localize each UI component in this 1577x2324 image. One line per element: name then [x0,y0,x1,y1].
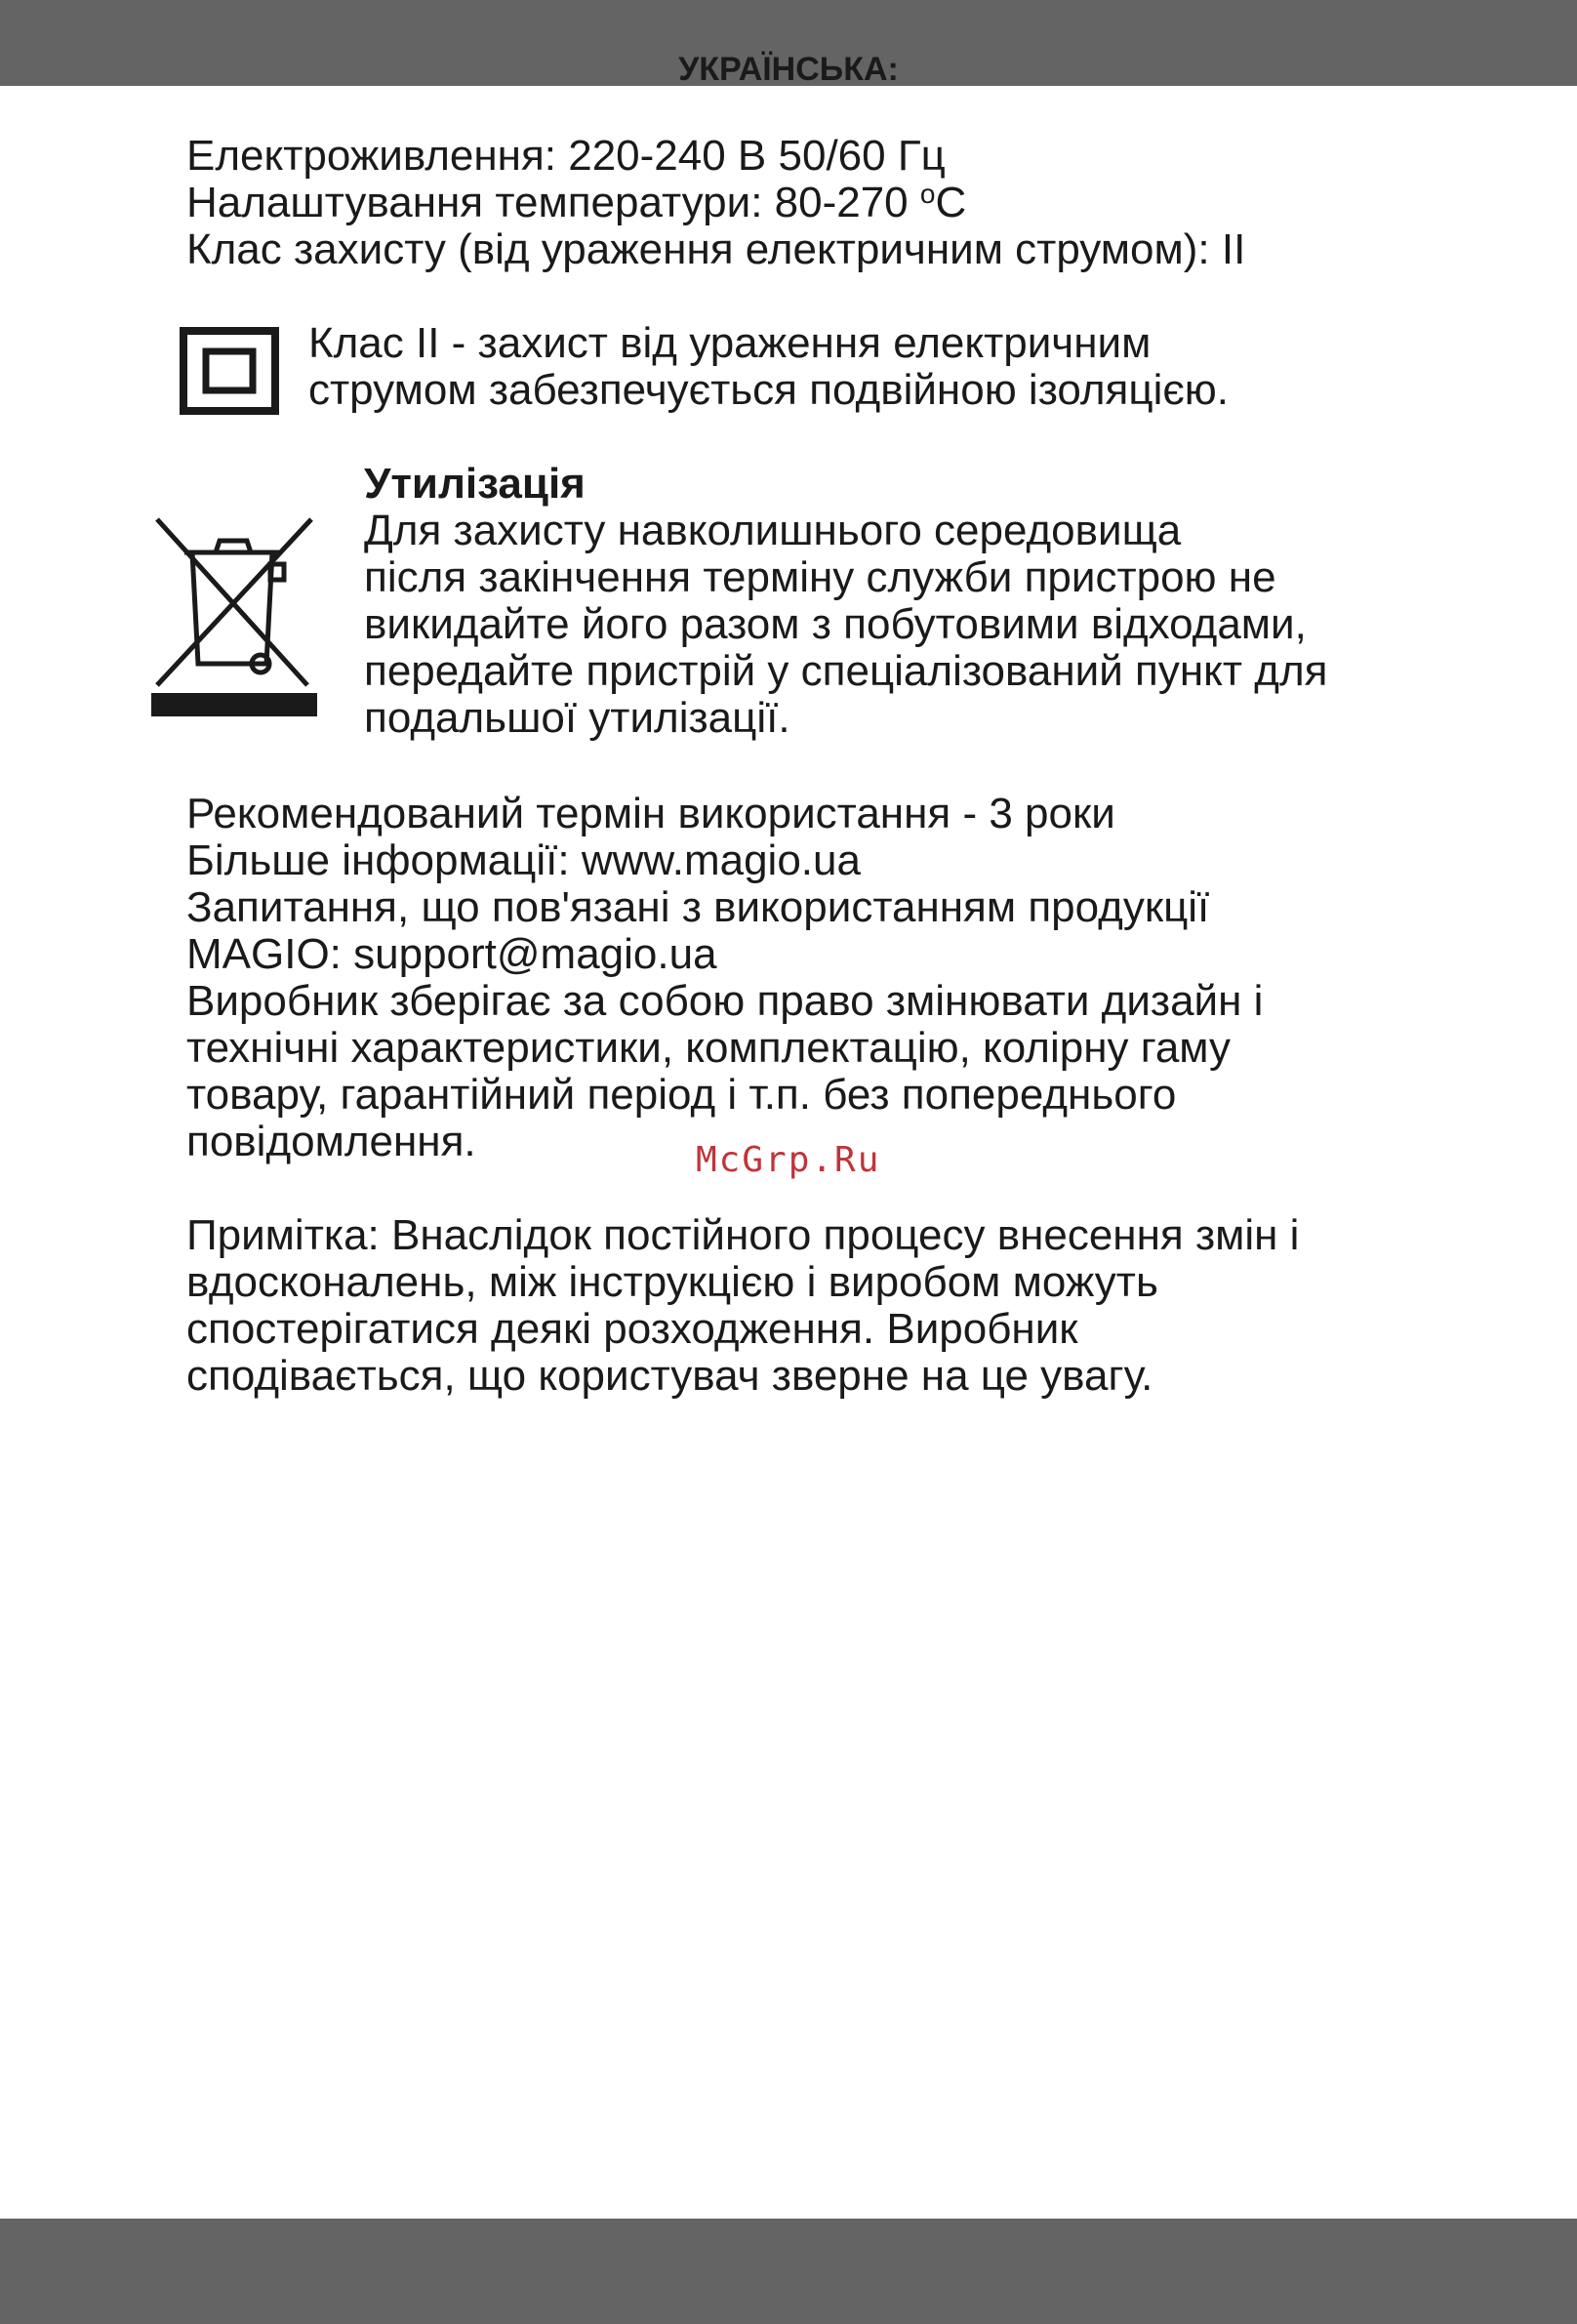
temperature-text: Налаштування температури: 80-270 [186,179,920,226]
temperature-line [186,180,1245,226]
class-ii-description [308,320,1229,414]
power-supply-line: Електроживлення: 220-240 В 50/60 Гц [186,132,946,180]
support-line: Запитання, що пов'язані з використанням продукції [186,883,1210,931]
disclaimer-line: товару, гарантійний період і т.п. без попереднього [186,1071,1177,1119]
language-heading: УКРАЇНСЬКА: [678,51,899,88]
support-email-line: MAGIO: support@magio.ua [186,930,717,978]
disclaimer-line: повідомлення. [186,1118,476,1165]
disposal-line: передайте пристрій у спеціалізований пункт для [364,647,1328,695]
note-line: вдосконалень, між інструкцією і виробом можуть [186,1258,1158,1306]
disposal-line: Для захисту навколишнього середовища [364,507,1182,554]
crossed-bin-icon [151,517,317,717]
top-bar [0,0,1577,86]
celsius-unit: C [935,179,967,226]
disclaimer-line: Виробник зберігає за собою право змінювати дизайн і [186,977,1264,1025]
disposal-section [364,461,1327,742]
degree-mark: o [919,179,936,209]
website-line: Більше інформації: www.magio.ua [186,836,861,884]
info-section [186,791,1263,1165]
class-ii-line-1: Клас II - захист від ураження електричним [308,319,1152,367]
disposal-line: після закінчення терміну служби пристрою не [364,553,1276,601]
class-ii-line-2: струмом забезпечується подвійною ізоляцією. [308,366,1230,414]
bottom-bar [0,2219,1577,2324]
note-section [186,1212,1299,1400]
note-line: спостерігатися деякі розходження. Виробник [186,1305,1078,1353]
service-life-line: Рекомендований термін використання - 3 роки [186,790,1115,837]
note-line: сподівається, що користувач зверне на це увагу. [186,1352,1153,1400]
note-line: Примітка: Внаслідок постійного процесу внесення змін і [186,1211,1300,1259]
disposal-title: Утилізація [364,460,586,508]
watermark: McGrp.Ru [696,1140,881,1180]
protection-class-line: Клас захисту (від ураження електричним струмом): II [186,225,1246,273]
double-square-icon [180,327,279,415]
specifications [186,133,1245,273]
disclaimer-line: технічні характеристики, комплектацію, колірну гаму [186,1024,1232,1072]
disposal-line: подальшої утилізації. [364,694,790,742]
disposal-line: викидайте його разом з побутовими відходами, [364,600,1307,648]
